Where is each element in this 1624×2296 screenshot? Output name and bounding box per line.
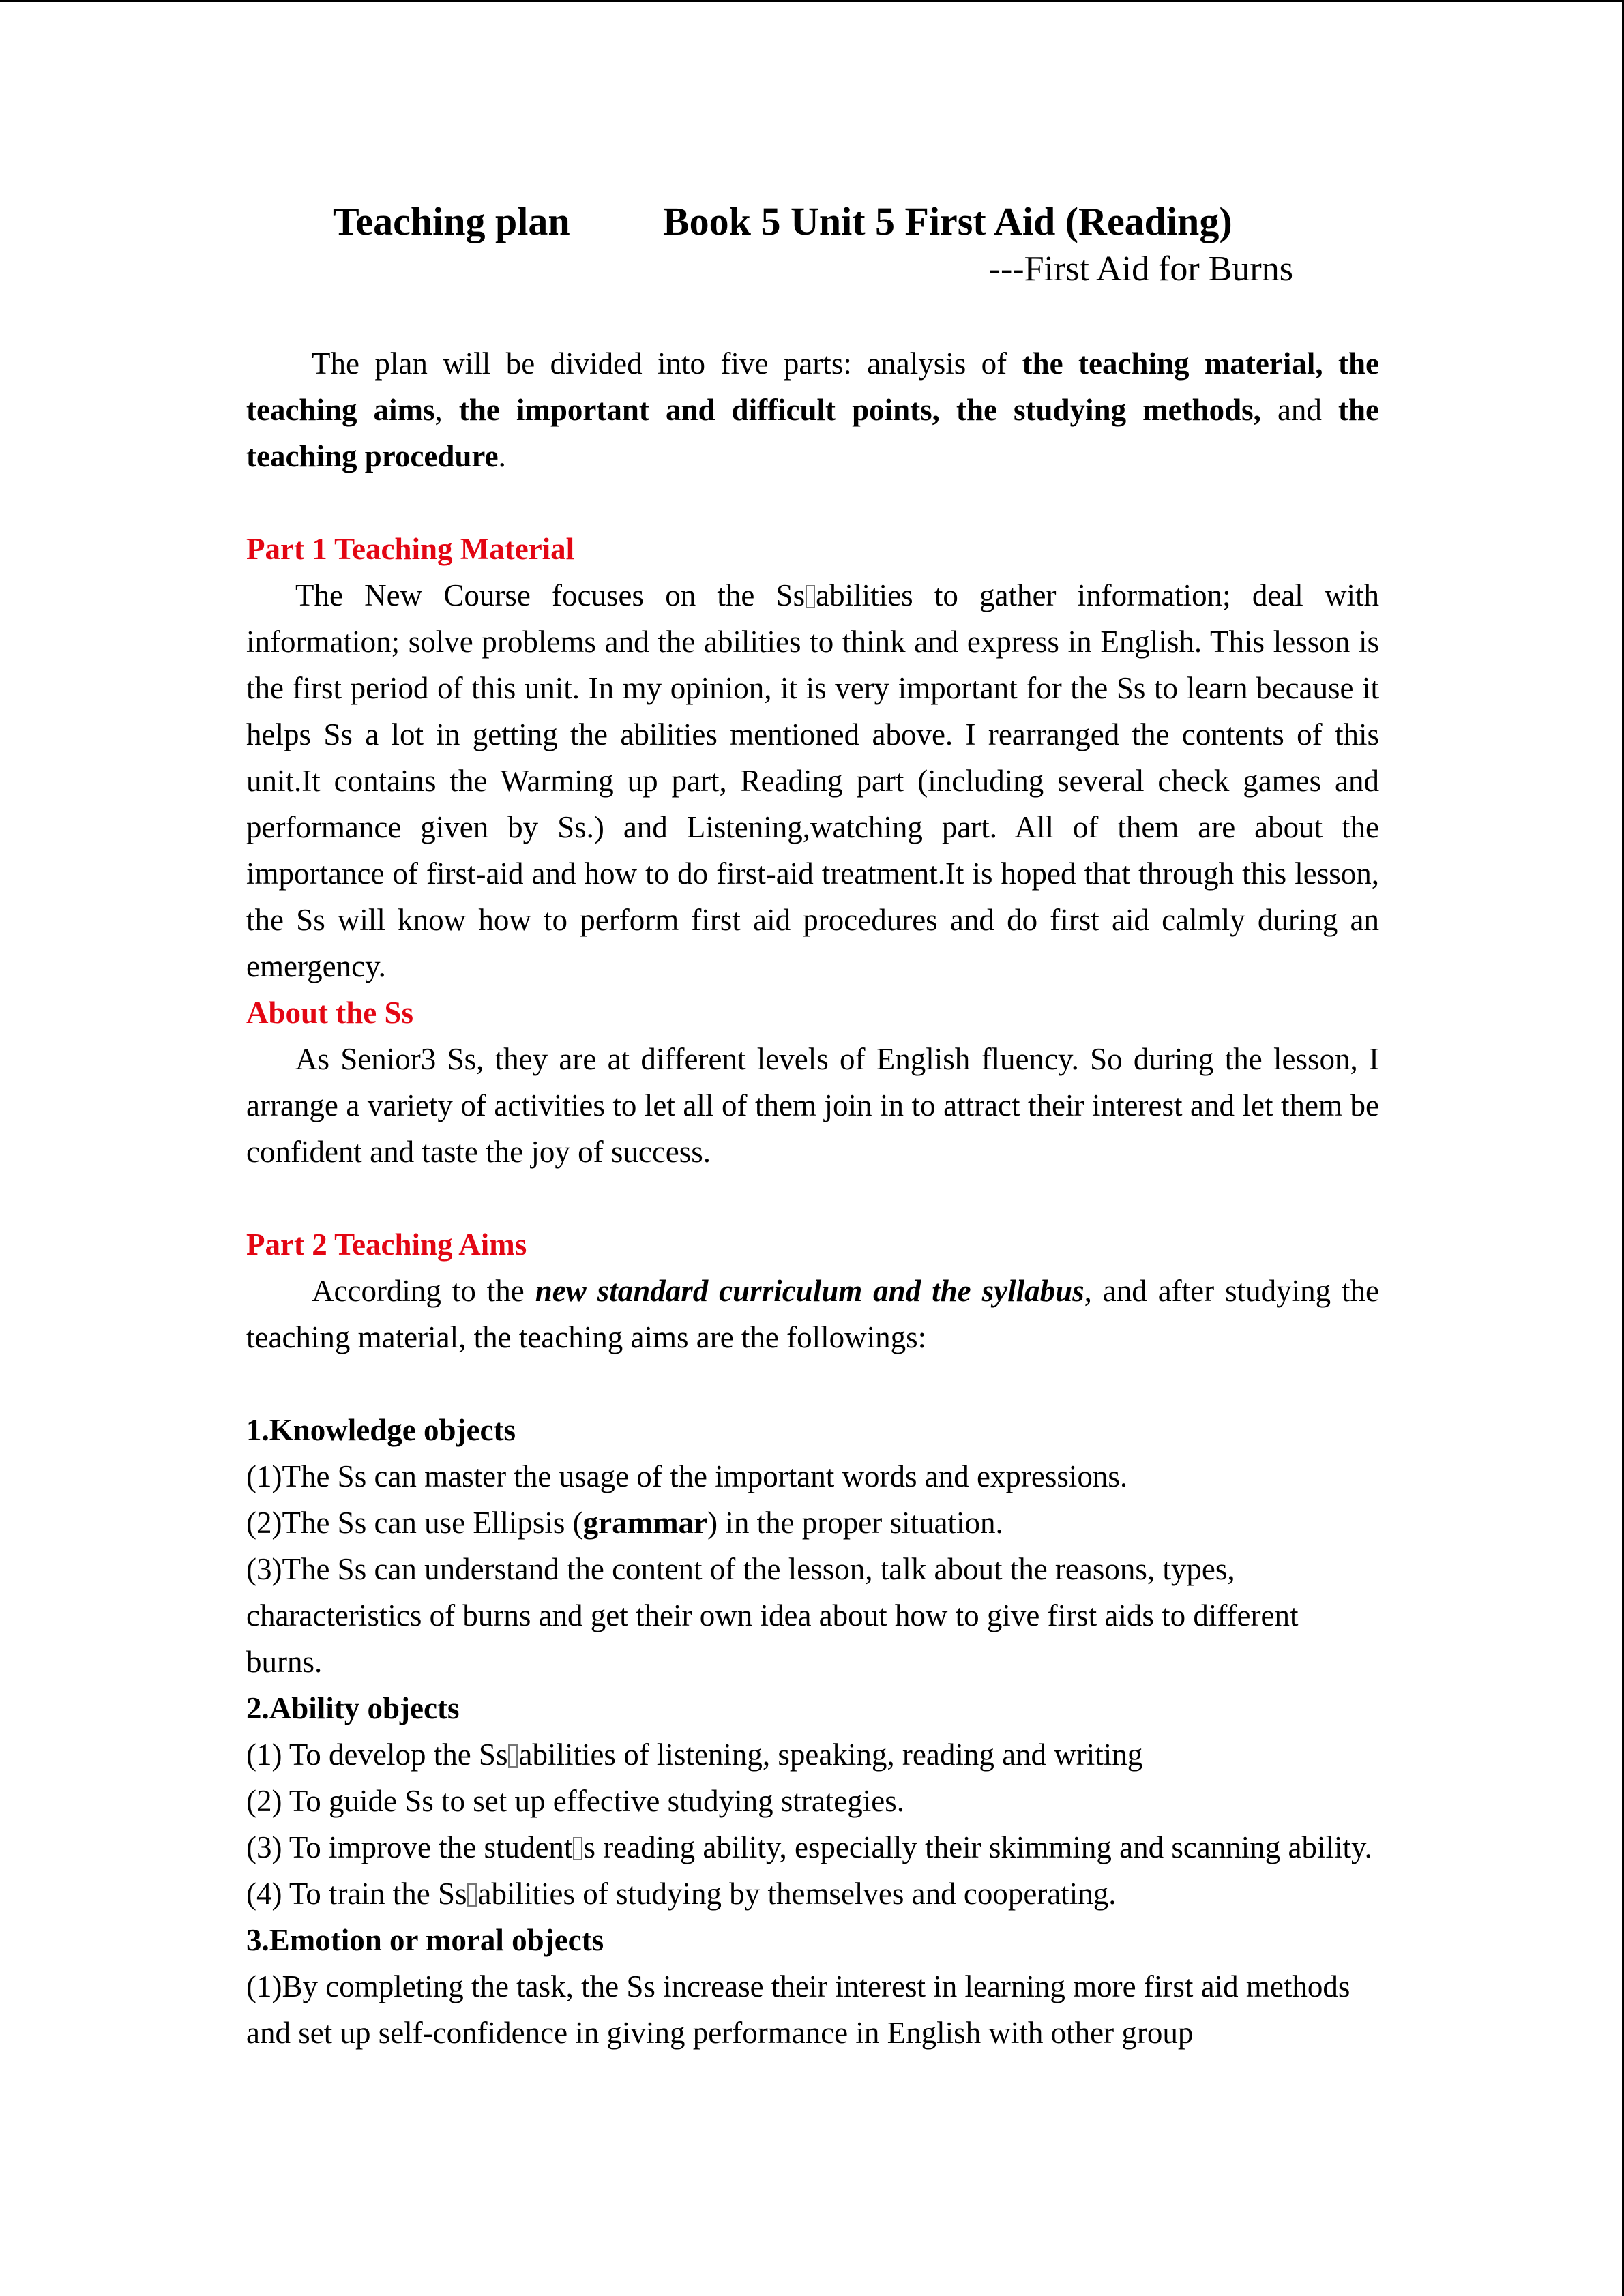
intro-bold-points-methods: the important and difficult points, the studying methods, xyxy=(458,393,1261,427)
ability-text: (3) To improve the student xyxy=(246,1830,573,1864)
ability-text: s reading ability, especially their skimming and scanning ability. xyxy=(583,1830,1372,1864)
ability-objects-heading: 2.Ability objects xyxy=(246,1691,460,1725)
ability-item-3 xyxy=(246,1824,1379,1870)
missing-glyph-icon xyxy=(508,1744,518,1768)
emotion-objects-heading: 3.Emotion or moral objects xyxy=(246,1923,604,1957)
spacer xyxy=(246,1175,1379,1221)
intro-bold-procedure: the teaching procedure xyxy=(246,393,1379,473)
missing-glyph-icon xyxy=(573,1837,582,1860)
part2-heading: Part 2 Teaching Aims xyxy=(246,1227,527,1262)
knowledge-item-1: (1)The Ss can master the usage of the important words and expressions. xyxy=(246,1459,1128,1493)
knowledge-text: (2)The Ss can use Ellipsis ( xyxy=(246,1506,583,1540)
missing-glyph-icon xyxy=(467,1883,477,1907)
intro-bold-material-aims: the teaching material, the teaching aims xyxy=(246,346,1379,427)
ability-text: (1) To develop the Ss xyxy=(246,1738,508,1772)
ability-item-1 xyxy=(246,1731,1379,1778)
knowledge-text: ) in the proper situation. xyxy=(707,1506,1003,1540)
part1-paragraph xyxy=(246,572,1379,989)
grammar-keyword: grammar xyxy=(582,1506,708,1540)
part1-heading: Part 1 Teaching Material xyxy=(246,532,575,566)
curriculum-emphasis: new standard curriculum and the syllabus xyxy=(535,1274,1084,1308)
emotion-item-1: (1)By completing the task, the Ss increase their interest in learning more first aid methods and set up self-confidence in giving performance in English with other group xyxy=(246,1969,1350,2050)
part2-intro-paragraph xyxy=(246,1268,1379,1360)
intro-text: The plan will be divided into five parts: analysis of xyxy=(312,346,1022,381)
title-plan-label: Teaching plan xyxy=(333,199,570,243)
about-ss-paragraph: As Senior3 Ss, they are at different levels of English fluency. So during the lesson, I arrange a variety of activities to let all of them join in to attract their interest and let them be confident and taste the joy of success. xyxy=(246,1042,1379,1169)
ability-text: abilities of listening, speaking, reading and writing xyxy=(518,1738,1143,1772)
intro-text: . xyxy=(498,439,506,473)
part2-text: According to the xyxy=(312,1274,535,1308)
about-ss-heading: About the Ss xyxy=(246,996,414,1030)
knowledge-item-3: (3)The Ss can understand the content of the lesson, talk about the reasons, types, characteristics of burns and get their own idea about how to give first aids to different burns. xyxy=(246,1552,1299,1679)
document-body xyxy=(246,340,1379,2056)
knowledge-objects-heading: 1.Knowledge objects xyxy=(246,1413,516,1447)
intro-paragraph xyxy=(246,340,1379,479)
ability-text: (4) To train the Ss xyxy=(246,1877,467,1911)
spacer xyxy=(246,1360,1379,1407)
ability-item-2: (2) To guide Ss to set up effective studying strategies. xyxy=(246,1784,905,1818)
ability-text: abilities of studying by themselves and cooperating. xyxy=(477,1877,1117,1911)
part1-text: The New Course focuses on the Ss xyxy=(295,578,806,612)
title-unit-label: Book 5 Unit 5 First Aid (Reading) xyxy=(663,199,1232,243)
spacer xyxy=(246,479,1379,526)
intro-text: and xyxy=(1260,393,1338,427)
missing-glyph-icon xyxy=(806,585,815,608)
knowledge-item-2 xyxy=(246,1500,1379,1546)
intro-text: , xyxy=(434,393,459,427)
part2-text: , and after studying the teaching material, the teaching aims are the followings: xyxy=(246,1274,1379,1354)
part1-text: abilities to gather information; deal with information; solve problems and the abilities to think and express in English. This lesson is the first period of this unit. In my opinion, it is very important for the Ss to learn because it helps Ss a lot in getting the abilities mentioned above. I rearranged the contents of this unit.It contains the Warming up part, Reading part (including several check games and performance given by Ss.) and Listening,watching part. All of them are about the importance of first-aid and how to do first-aid treatment.It is hoped that through this lesson, the Ss will know how to perform first aid procedures and do first aid calmly during an emergency. xyxy=(246,578,1379,983)
ability-item-4 xyxy=(246,1870,1379,1917)
document-subtitle: ---First Aid for Burns xyxy=(988,250,1293,288)
